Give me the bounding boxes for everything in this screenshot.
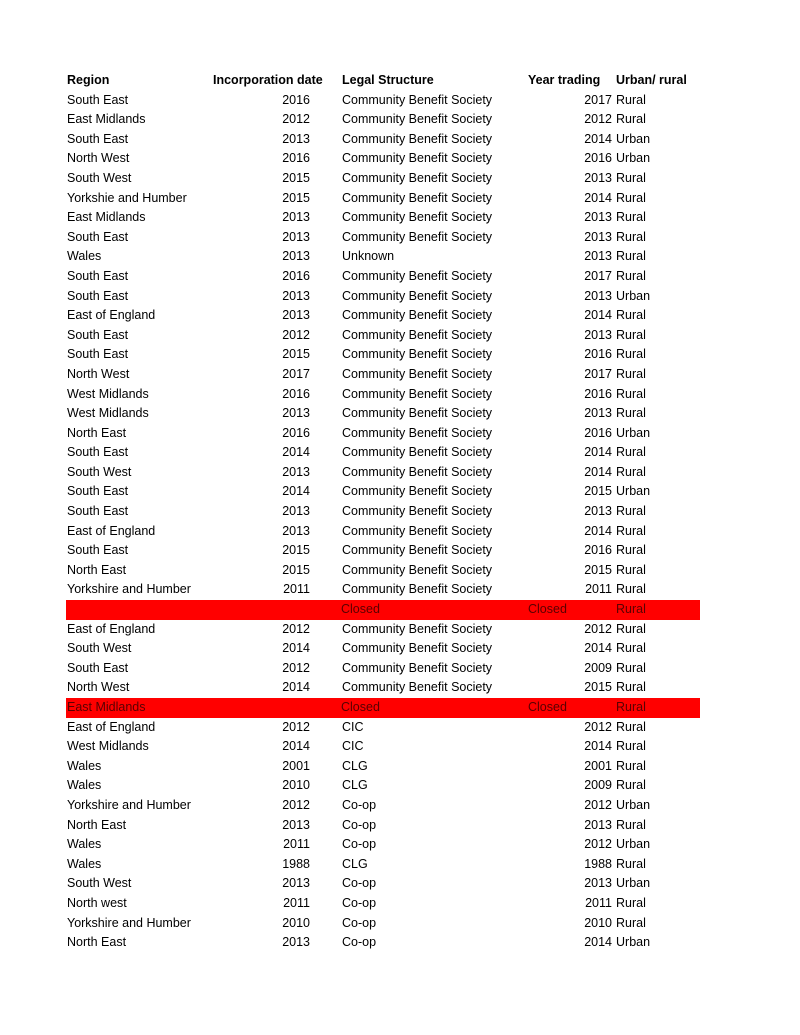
cell-region[interactable]: West Midlands	[67, 386, 149, 401]
table-body	[66, 91, 700, 953]
cell-region[interactable]: South East	[67, 543, 129, 558]
cell-region[interactable]: North East	[67, 562, 127, 577]
cell-region[interactable]: East Midlands	[67, 210, 146, 225]
cell-legal-structure[interactable]: Community Benefit Society	[342, 641, 493, 656]
cell-incorporation-date[interactable]: 2013	[282, 210, 310, 225]
cell-year-trading[interactable]: 2001	[584, 758, 612, 773]
table-row	[66, 776, 700, 796]
cell-year-trading[interactable]: 2014	[584, 935, 612, 950]
cell-year-trading[interactable]: 2014	[584, 308, 612, 323]
cell-region[interactable]: South East	[67, 92, 129, 107]
cell-incorporation-date[interactable]: 1988	[282, 856, 310, 871]
cell-urban-rural[interactable]: Rural	[616, 758, 646, 773]
cell-legal-structure[interactable]: Community Benefit Society	[342, 151, 493, 166]
cell-incorporation-date[interactable]: 2013	[282, 935, 310, 950]
cell-urban-rural[interactable]: Rural	[616, 268, 646, 283]
cell-legal-structure[interactable]: Community Benefit Society	[342, 582, 493, 597]
table-row	[66, 110, 700, 130]
cell-incorporation-date[interactable]: 2013	[282, 523, 310, 538]
cell-incorporation-date[interactable]: 2012	[282, 112, 310, 127]
table-row	[66, 580, 700, 600]
cell-year-trading[interactable]: 2014	[584, 641, 612, 656]
cell-region[interactable]: South East	[67, 131, 129, 146]
cell-legal-structure[interactable]: Community Benefit Society	[342, 523, 493, 538]
cell-year-trading[interactable]: 2014	[584, 464, 612, 479]
cell-year-trading[interactable]: 2016	[584, 386, 612, 401]
cell-urban-rural[interactable]: Rural	[616, 229, 646, 244]
cell-incorporation-date[interactable]: 2010	[282, 915, 310, 930]
cell-year-trading[interactable]: 2013	[584, 817, 612, 832]
cell-region[interactable]: East of England	[67, 719, 156, 734]
cell-region[interactable]: South West	[67, 641, 132, 656]
cell-urban-rural[interactable]: Rural	[616, 386, 646, 401]
cell-urban-rural[interactable]: Rural	[616, 112, 646, 127]
cell-urban-rural[interactable]: Rural	[616, 602, 646, 617]
cell-legal-structure[interactable]: Co-op	[342, 915, 377, 930]
cell-year-trading[interactable]: 2016	[584, 425, 612, 440]
table-row	[66, 189, 700, 209]
table-row	[66, 914, 700, 934]
cell-urban-rural[interactable]: Urban	[616, 797, 651, 812]
table-row	[66, 835, 700, 855]
cell-incorporation-date[interactable]: 2013	[282, 876, 310, 891]
cell-legal-structure[interactable]: Community Benefit Society	[342, 543, 493, 558]
cell-legal-structure[interactable]: Co-op	[342, 797, 377, 812]
table-row	[66, 130, 700, 150]
cell-incorporation-date[interactable]: Closed	[341, 602, 380, 617]
cell-legal-structure[interactable]: Community Benefit Society	[342, 210, 493, 225]
cell-legal-structure[interactable]: Co-op	[342, 895, 377, 910]
cell-year-trading[interactable]: 2012	[584, 621, 612, 636]
cell-year-trading[interactable]: Closed	[528, 602, 567, 617]
cell-incorporation-date[interactable]: 2012	[282, 797, 310, 812]
cell-legal-structure[interactable]: Community Benefit Society	[342, 366, 493, 381]
header-region[interactable]: Region	[67, 73, 110, 87]
table-row	[66, 482, 700, 502]
cell-urban-rural[interactable]: Rural	[616, 366, 646, 381]
cell-urban-rural[interactable]: Rural	[616, 464, 646, 479]
cell-region[interactable]: South West	[67, 464, 132, 479]
table-row	[66, 365, 700, 385]
cell-region[interactable]: Yorkshire and Humber	[67, 582, 191, 597]
cell-incorporation-date[interactable]: 2013	[282, 504, 310, 519]
cell-legal-structure[interactable]: Community Benefit Society	[342, 660, 493, 675]
cell-legal-structure[interactable]: Community Benefit Society	[342, 445, 493, 460]
table-row	[66, 267, 700, 287]
cell-urban-rural[interactable]: Rural	[616, 327, 646, 342]
table-row	[66, 561, 700, 581]
cell-urban-rural[interactable]: Urban	[616, 876, 651, 891]
cell-region[interactable]: Wales	[67, 837, 102, 852]
cell-urban-rural[interactable]: Rural	[616, 347, 646, 362]
cell-year-trading[interactable]: 2013	[584, 229, 612, 244]
cell-legal-structure[interactable]: Community Benefit Society	[342, 504, 493, 519]
cell-incorporation-date[interactable]: 2013	[282, 229, 310, 244]
cell-year-trading[interactable]: 2013	[584, 249, 612, 264]
cell-legal-structure[interactable]: Community Benefit Society	[342, 621, 493, 636]
table-row	[66, 737, 700, 757]
header-legal-structure[interactable]: Legal Structure	[342, 73, 434, 87]
cell-incorporation-date[interactable]: 2016	[282, 151, 310, 166]
cell-legal-structure[interactable]: Community Benefit Society	[342, 229, 493, 244]
cell-legal-structure[interactable]: Co-op	[342, 817, 377, 832]
cell-region[interactable]: North west	[67, 895, 127, 910]
cell-incorporation-date[interactable]: 2016	[282, 425, 310, 440]
cell-urban-rural[interactable]: Rural	[616, 915, 646, 930]
cell-incorporation-date[interactable]: 2014	[282, 641, 310, 656]
cell-region[interactable]: South East	[67, 504, 129, 519]
cell-legal-structure[interactable]: Community Benefit Society	[342, 190, 493, 205]
table-row	[66, 678, 700, 698]
cell-year-trading[interactable]: 2013	[584, 876, 612, 891]
header-urban-rural[interactable]: Urban/ rural	[616, 73, 687, 87]
cell-incorporation-date[interactable]: 2011	[283, 895, 310, 910]
cell-year-trading[interactable]: 2013	[584, 504, 612, 519]
cell-incorporation-date[interactable]: Closed	[341, 700, 380, 714]
cell-year-trading[interactable]: 2016	[584, 151, 612, 166]
cell-year-trading[interactable]: 2012	[584, 837, 612, 852]
cell-legal-structure[interactable]: CIC	[342, 739, 364, 754]
table-row	[66, 208, 700, 228]
table-row	[66, 247, 700, 267]
table-row	[66, 404, 700, 424]
table-row-closed	[66, 698, 700, 718]
cell-urban-rural[interactable]: Rural	[616, 817, 646, 832]
table-row	[66, 463, 700, 483]
cell-legal-structure[interactable]: Community Benefit Society	[342, 268, 493, 283]
cell-region[interactable]: East of England	[67, 308, 156, 323]
cell-region[interactable]: West Midlands	[67, 739, 149, 754]
cell-incorporation-date[interactable]: 2013	[282, 288, 310, 303]
cell-region[interactable]: Yorkshire and Humber	[67, 797, 191, 812]
cell-region[interactable]: South East	[67, 327, 129, 342]
cell-incorporation-date[interactable]: 2013	[282, 817, 310, 832]
cell-year-trading[interactable]: 2014	[584, 190, 612, 205]
table-row	[66, 91, 700, 111]
cell-incorporation-date[interactable]: 2012	[282, 327, 310, 342]
cell-year-trading[interactable]: 2016	[584, 543, 612, 558]
cell-urban-rural[interactable]: Rural	[616, 92, 646, 107]
cell-region[interactable]: North West	[67, 151, 130, 166]
cell-region[interactable]: East of England	[67, 523, 156, 538]
cell-incorporation-date[interactable]: 2013	[282, 131, 310, 146]
cell-year-trading[interactable]: 2014	[584, 131, 612, 146]
cell-region[interactable]: Yorkshire and Humber	[67, 915, 191, 930]
cell-year-trading[interactable]: 2010	[584, 915, 612, 930]
cell-incorporation-date[interactable]: 2015	[282, 347, 310, 362]
cell-incorporation-date[interactable]: 2017	[282, 366, 310, 381]
cell-year-trading[interactable]: 2012	[584, 112, 612, 127]
cell-incorporation-date[interactable]: 2014	[282, 739, 310, 754]
cell-legal-structure[interactable]: CLG	[342, 856, 368, 871]
cell-region[interactable]: South East	[67, 445, 129, 460]
cell-legal-structure[interactable]: Co-op	[342, 837, 377, 852]
cell-urban-rural[interactable]: Urban	[616, 131, 651, 146]
cell-incorporation-date[interactable]: 2012	[282, 660, 310, 675]
cell-legal-structure[interactable]: Community Benefit Society	[342, 425, 493, 440]
table-row	[66, 502, 700, 522]
cell-incorporation-date[interactable]: 2012	[282, 621, 310, 636]
cell-region[interactable]: South East	[67, 288, 129, 303]
cell-legal-structure[interactable]: Community Benefit Society	[342, 327, 493, 342]
cell-urban-rural[interactable]: Rural	[616, 719, 646, 734]
cell-year-trading[interactable]: 2016	[584, 347, 612, 362]
cell-urban-rural[interactable]: Rural	[616, 641, 646, 656]
cell-legal-structure[interactable]: Community Benefit Society	[342, 92, 493, 107]
table-row	[66, 639, 700, 659]
cell-year-trading[interactable]: 2017	[584, 366, 612, 381]
cell-year-trading[interactable]: 2013	[584, 327, 612, 342]
header-row	[66, 71, 700, 91]
cell-region[interactable]: South West	[67, 170, 132, 185]
cell-year-trading[interactable]: 2015	[584, 562, 612, 577]
cell-region[interactable]: North East	[67, 935, 127, 950]
cell-region[interactable]: South East	[67, 347, 129, 362]
cell-region[interactable]: Wales	[67, 778, 102, 793]
cell-incorporation-date[interactable]: 2015	[282, 562, 310, 577]
cell-urban-rural[interactable]: Rural	[616, 406, 646, 421]
cell-urban-rural[interactable]: Urban	[616, 935, 651, 950]
cell-urban-rural[interactable]: Urban	[616, 425, 651, 440]
cell-incorporation-date[interactable]: 2011	[283, 582, 310, 597]
cell-legal-structure[interactable]: Community Benefit Society	[342, 288, 493, 303]
table-row	[66, 620, 700, 640]
cell-year-trading[interactable]: 2014	[584, 445, 612, 460]
cell-year-trading[interactable]: 2017	[584, 92, 612, 107]
cell-year-trading[interactable]: 2015	[584, 484, 612, 499]
table-row	[66, 385, 700, 405]
cell-legal-structure[interactable]: Community Benefit Society	[342, 347, 493, 362]
cell-urban-rural[interactable]: Rural	[616, 523, 646, 538]
cell-legal-structure[interactable]: Co-op	[342, 876, 377, 891]
cell-urban-rural[interactable]: Rural	[616, 778, 646, 793]
cell-year-trading[interactable]: 1988	[584, 856, 612, 871]
table-row	[66, 855, 700, 875]
cell-incorporation-date[interactable]: 2014	[282, 484, 310, 499]
table-row	[66, 796, 700, 816]
table-row	[66, 287, 700, 307]
table-row	[66, 874, 700, 894]
table-row	[66, 718, 700, 738]
cell-region[interactable]: East Midlands	[67, 112, 146, 127]
cell-incorporation-date[interactable]: 2010	[282, 778, 310, 793]
cell-urban-rural[interactable]: Rural	[616, 170, 646, 185]
cell-incorporation-date[interactable]: 2015	[282, 543, 310, 558]
cell-region[interactable]: North West	[67, 366, 130, 381]
cell-urban-rural[interactable]: Rural	[616, 680, 646, 695]
cell-urban-rural[interactable]: Urban	[616, 484, 651, 499]
cell-urban-rural[interactable]: Rural	[616, 895, 646, 910]
table-row	[66, 659, 700, 679]
cell-incorporation-date[interactable]: 2015	[282, 190, 310, 205]
cell-region[interactable]: East of England	[67, 621, 156, 636]
cell-legal-structure[interactable]: Community Benefit Society	[342, 464, 493, 479]
cell-urban-rural[interactable]: Urban	[616, 151, 651, 166]
table-row	[66, 345, 700, 365]
cell-region[interactable]: South East	[67, 268, 129, 283]
cell-incorporation-date[interactable]: 2016	[282, 268, 310, 283]
table-row	[66, 326, 700, 346]
cell-region[interactable]: South East	[67, 660, 129, 675]
cell-region[interactable]: Yorkshie and Humber	[67, 190, 187, 205]
cell-year-trading[interactable]: 2009	[584, 778, 612, 793]
cell-legal-structure[interactable]: Community Benefit Society	[342, 131, 493, 146]
cell-urban-rural[interactable]: Rural	[616, 700, 646, 714]
cell-region[interactable]: West Midlands	[67, 406, 149, 421]
cell-legal-structure[interactable]: CIC	[342, 719, 364, 734]
cell-legal-structure[interactable]: Community Benefit Society	[342, 170, 493, 185]
cell-incorporation-date[interactable]: 2013	[282, 406, 310, 421]
cell-region[interactable]: North West	[67, 680, 130, 695]
cell-region[interactable]: Wales	[67, 856, 102, 871]
cell-incorporation-date[interactable]: 2011	[283, 837, 310, 852]
cell-year-trading[interactable]: 2012	[584, 797, 612, 812]
cell-legal-structure[interactable]: Community Benefit Society	[342, 386, 493, 401]
cell-year-trading[interactable]: Closed	[528, 700, 567, 714]
cell-region[interactable]: Wales	[67, 249, 102, 264]
cell-legal-structure[interactable]: Community Benefit Society	[342, 680, 493, 695]
cell-urban-rural[interactable]: Rural	[616, 445, 646, 460]
cell-incorporation-date[interactable]: 2013	[282, 249, 310, 264]
table-row	[66, 816, 700, 836]
cell-urban-rural[interactable]: Rural	[616, 739, 646, 754]
header-year-trading[interactable]: Year trading	[528, 73, 601, 87]
cell-legal-structure[interactable]: CLG	[342, 758, 368, 773]
cell-year-trading[interactable]: 2011	[585, 895, 612, 910]
cell-incorporation-date[interactable]: 2001	[282, 758, 310, 773]
table-row	[66, 541, 700, 561]
table-row	[66, 894, 700, 914]
cell-year-trading[interactable]: 2013	[584, 288, 612, 303]
cell-region[interactable]: South West	[67, 876, 132, 891]
cell-region[interactable]: Wales	[67, 758, 102, 773]
table-row	[66, 424, 700, 444]
cell-legal-structure[interactable]: CLG	[342, 778, 368, 793]
cell-legal-structure[interactable]: Community Benefit Society	[342, 308, 493, 323]
cell-legal-structure[interactable]: Community Benefit Society	[342, 484, 493, 499]
cell-urban-rural[interactable]: Rural	[616, 249, 646, 264]
cell-region[interactable]: East Midlands	[67, 700, 146, 714]
cell-incorporation-date[interactable]: 2014	[282, 445, 310, 460]
cell-incorporation-date[interactable]: 2012	[282, 719, 310, 734]
cell-legal-structure[interactable]: Community Benefit Society	[342, 406, 493, 421]
cell-year-trading[interactable]: 2011	[585, 582, 612, 597]
cell-incorporation-date[interactable]: 2015	[282, 170, 310, 185]
cell-urban-rural[interactable]: Rural	[616, 190, 646, 205]
cell-legal-structure[interactable]: Co-op	[342, 935, 377, 950]
header-incorporation-date[interactable]: Incorporation date	[213, 73, 323, 87]
cell-urban-rural[interactable]: Urban	[616, 837, 651, 852]
cell-legal-structure[interactable]: Unknown	[342, 249, 395, 264]
cell-incorporation-date[interactable]: 2016	[282, 386, 310, 401]
table-row	[66, 169, 700, 189]
table-row	[66, 228, 700, 248]
table-row	[66, 306, 700, 326]
cell-year-trading[interactable]: 2013	[584, 406, 612, 421]
cell-region[interactable]: North East	[67, 425, 127, 440]
table-row-closed	[66, 600, 700, 620]
table-row	[66, 443, 700, 463]
cell-urban-rural[interactable]: Rural	[616, 621, 646, 636]
cell-year-trading[interactable]: 2014	[584, 739, 612, 754]
spreadsheet-table	[66, 71, 700, 953]
cell-urban-rural[interactable]: Rural	[616, 210, 646, 225]
cell-year-trading[interactable]: 2013	[584, 170, 612, 185]
cell-year-trading[interactable]: 2014	[584, 523, 612, 538]
cell-legal-structure[interactable]: Community Benefit Society	[342, 112, 493, 127]
cell-incorporation-date[interactable]: 2014	[282, 680, 310, 695]
cell-year-trading[interactable]: 2013	[584, 210, 612, 225]
cell-region[interactable]: South East	[67, 229, 129, 244]
cell-region[interactable]: South East	[67, 484, 129, 499]
cell-urban-rural[interactable]: Rural	[616, 504, 646, 519]
cell-urban-rural[interactable]: Rural	[616, 562, 646, 577]
cell-incorporation-date[interactable]: 2013	[282, 464, 310, 479]
cell-year-trading[interactable]: 2009	[584, 660, 612, 675]
table-row	[66, 933, 700, 953]
cell-urban-rural[interactable]: Urban	[616, 288, 651, 303]
cell-urban-rural[interactable]: Rural	[616, 543, 646, 558]
cell-legal-structure[interactable]: Community Benefit Society	[342, 562, 493, 577]
cell-year-trading[interactable]: 2012	[584, 719, 612, 734]
cell-urban-rural[interactable]: Rural	[616, 856, 646, 871]
cell-incorporation-date[interactable]: 2016	[282, 92, 310, 107]
table-row	[66, 149, 700, 169]
cell-urban-rural[interactable]: Rural	[616, 582, 646, 597]
cell-incorporation-date[interactable]: 2013	[282, 308, 310, 323]
cell-year-trading[interactable]: 2015	[584, 680, 612, 695]
table-row	[66, 522, 700, 542]
table-row	[66, 757, 700, 777]
cell-year-trading[interactable]: 2017	[584, 268, 612, 283]
cell-urban-rural[interactable]: Rural	[616, 660, 646, 675]
cell-urban-rural[interactable]: Rural	[616, 308, 646, 323]
cell-region[interactable]: North East	[67, 817, 127, 832]
